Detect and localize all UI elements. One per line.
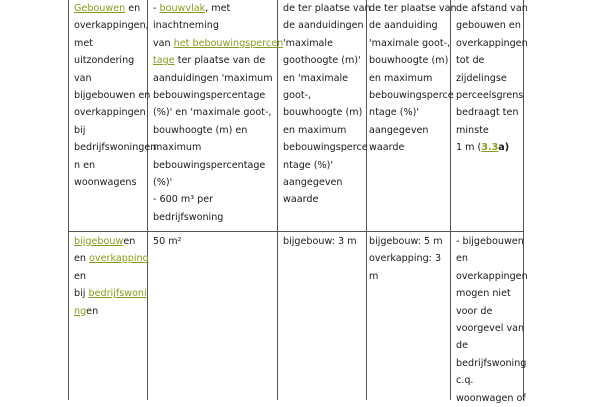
cell-line [456, 268, 528, 285]
cell-line [153, 174, 276, 191]
cell-text: c.q. [456, 375, 474, 387]
cell-line [369, 139, 449, 156]
table-border [450, 0, 451, 400]
table-cell [369, 233, 449, 285]
cell-text: van [153, 37, 174, 49]
cell-text: , met [205, 3, 231, 14]
cell-text: bedrijfswoning [456, 357, 527, 369]
cell-text: 'maximale [283, 37, 333, 49]
cell-line [74, 233, 146, 250]
cell-text: en [86, 305, 99, 317]
cell-line [153, 52, 276, 69]
cell-line [153, 209, 276, 226]
cell-line [283, 70, 365, 87]
cell-text: overkappingen [456, 270, 528, 282]
cell-line [153, 104, 276, 121]
cell-line [456, 337, 522, 354]
definition-link[interactable]: bouwvlak [159, 3, 206, 14]
cell-text: waarde [369, 142, 405, 154]
definition-link[interactable]: ng [74, 305, 87, 317]
cell-text: voor de [456, 305, 493, 317]
cell-line [74, 303, 146, 320]
cell-line [456, 355, 527, 372]
cell-text: 'maximale goot-, [369, 37, 451, 49]
cell-text: bouwhoogte (m) [283, 107, 363, 119]
cell-text: de ter plaatse van [369, 3, 457, 14]
cell-text: bedrijfswoningen [74, 142, 157, 154]
cell-text: de afstand van [456, 3, 528, 14]
cell-text: bouwhoogte (m) en [153, 124, 248, 136]
cell-text: bebouwingsperce [369, 90, 454, 102]
cell-text: overkappingen, [74, 20, 149, 32]
cell-text: en [125, 3, 141, 14]
cell-line [369, 17, 449, 34]
cell-line [283, 157, 365, 174]
cell-line [456, 52, 522, 69]
cell-line [456, 250, 522, 267]
cell-line [74, 268, 146, 285]
cell-text: mogen niet [456, 288, 511, 300]
cell-text: overkappingen [74, 107, 146, 119]
cell-line [456, 285, 522, 302]
cell-text: overkappingen [456, 37, 528, 49]
cell-text: en [123, 236, 136, 247]
cell-text: - 600 m³ per [153, 194, 214, 206]
cell-line [74, 0, 146, 17]
table-border [68, 0, 69, 400]
definition-link[interactable]: Gebouwen [74, 3, 126, 14]
cell-line [369, 233, 449, 250]
cell-text: overkapping: 3 [369, 253, 442, 265]
cell-text: bebouwingspercentage [153, 90, 266, 102]
cell-line [283, 104, 365, 121]
cell-line [74, 250, 149, 267]
cell-text: en [74, 270, 86, 282]
cell-text: en maximum [283, 124, 347, 136]
cell-text: goot-, [283, 90, 312, 102]
table-border [277, 0, 278, 400]
cell-line [456, 233, 522, 250]
cell-line [153, 122, 276, 139]
definition-link[interactable]: tage [153, 55, 175, 67]
cell-text: de aanduidingen [283, 20, 364, 32]
cell-text: aanduidingen 'maximum [153, 72, 273, 84]
cell-text: (%)' [153, 177, 173, 189]
cell-text: perceelsgrens [456, 90, 524, 102]
cell-text: de aanduiding [369, 20, 438, 32]
definition-link[interactable]: bedrijfswoni [88, 288, 147, 300]
cell-line [153, 139, 276, 156]
cell-text: aangegeven [283, 177, 343, 189]
cell-text: bijgebouwen en [74, 90, 151, 102]
cell-text: gebouwen en [456, 20, 521, 32]
table-cell [74, 233, 149, 320]
cell-text: bedrijfswoning [153, 211, 224, 223]
cell-text: bedraagt ten [456, 107, 519, 119]
cell-text: woonwagens [74, 177, 137, 189]
cell-line [456, 303, 522, 320]
cell-text: van [74, 72, 92, 84]
cell-text: waarde [283, 194, 319, 206]
table-border [68, 231, 523, 232]
cell-line [456, 320, 525, 337]
cell-line [74, 285, 146, 302]
cell-text: a) [498, 142, 510, 154]
cell-text: inachtneming [153, 20, 219, 32]
cell-line [369, 70, 449, 87]
cell-line [74, 52, 146, 69]
definition-link[interactable]: overkapping [89, 253, 149, 265]
cell-text: m [369, 270, 379, 282]
cell-line [369, 52, 449, 69]
cell-text: 1 m ( [456, 142, 482, 154]
cell-line [74, 70, 146, 87]
cell-line [369, 87, 454, 104]
cell-line [153, 0, 276, 17]
cell-text: 50 m² [153, 236, 182, 247]
cell-line [74, 139, 157, 156]
cell-text: uitzondering [74, 55, 135, 67]
cell-line [153, 17, 276, 34]
cell-text: minste [456, 124, 489, 136]
cell-line [74, 87, 151, 104]
cell-line [283, 0, 371, 17]
cell-text: ntage (%)' [369, 107, 420, 119]
cell-text: woonwagen of [456, 392, 526, 404]
cell-line [153, 191, 276, 208]
cell-line [283, 191, 365, 208]
cell-line [74, 17, 149, 34]
cell-text: bij [74, 124, 86, 136]
cell-line [74, 157, 146, 174]
cell-line [74, 174, 146, 191]
cell-line [283, 174, 365, 191]
table-cell [456, 233, 528, 407]
table-border [147, 0, 148, 400]
cell-text: - bijgebouwen [456, 236, 524, 247]
cell-text: de [456, 340, 468, 352]
cell-line [283, 122, 365, 139]
cell-line [153, 35, 284, 52]
cell-text: ntage (%)' [283, 159, 334, 171]
cell-text: ter plaatse van de [174, 55, 266, 67]
cell-text: goothoogte (m)' [283, 55, 361, 67]
cell-text: bebouwingspercentage [153, 159, 266, 171]
cell-line [369, 250, 449, 267]
cell-text: met [74, 37, 94, 49]
cell-line [369, 0, 457, 17]
cell-text: en 'maximale [283, 72, 349, 84]
definition-link[interactable]: bijgebouw [74, 236, 124, 247]
definition-link[interactable]: het bebouwingspercen [173, 37, 284, 49]
cell-line [456, 87, 522, 104]
table-border [366, 0, 367, 400]
cell-text: bijgebouw: 5 m [369, 236, 443, 247]
cell-line [283, 35, 365, 52]
table-cell [74, 0, 157, 191]
cell-text: tot de [456, 55, 485, 67]
cell-text: (%)' en 'maximale goot-, [153, 107, 272, 119]
cell-line [153, 233, 276, 250]
cell-text: en [456, 253, 468, 265]
cell-line [153, 87, 276, 104]
table-cell [153, 0, 284, 226]
cell-line [283, 17, 365, 34]
cell-text: - [153, 3, 160, 14]
cell-line [456, 390, 526, 407]
table-border [523, 0, 524, 400]
cell-line [456, 122, 522, 139]
cell-line [283, 233, 365, 250]
cell-text: zijdelingse [456, 72, 507, 84]
table-cell [153, 233, 276, 250]
table-cell [283, 0, 371, 209]
cell-text: en [74, 253, 90, 265]
cell-line [456, 70, 522, 87]
cell-text: voorgevel van [456, 323, 525, 335]
cell-text: bouwhoogte (m) [369, 55, 449, 67]
table-cell [283, 233, 365, 250]
cell-line [456, 372, 522, 389]
cell-line [74, 122, 146, 139]
cell-line [153, 157, 276, 174]
table-cell [456, 0, 528, 157]
cell-line [74, 104, 146, 121]
cell-text: bebouwingsperce [283, 142, 368, 154]
cell-line [369, 122, 449, 139]
cell-text: bij [74, 288, 89, 300]
table-cell [369, 0, 457, 157]
cell-line [283, 139, 368, 156]
cell-line [456, 139, 522, 156]
cell-text: de ter plaatse van [283, 3, 371, 14]
cell-text: maximum [153, 142, 202, 154]
cell-line [283, 87, 365, 104]
cell-line [456, 17, 522, 34]
cell-line [456, 104, 522, 121]
cell-line [153, 70, 276, 87]
cell-line [456, 35, 528, 52]
cell-line [456, 0, 528, 17]
cell-line [369, 104, 449, 121]
cell-line [369, 35, 449, 52]
cell-text: n en [74, 159, 96, 171]
cell-text: bijgebouw: 3 m [283, 236, 357, 247]
cell-line [283, 52, 365, 69]
article-reference-link[interactable]: 3.3 [481, 142, 499, 154]
cell-text: en maximum [369, 72, 433, 84]
cell-line [74, 35, 146, 52]
cell-text: aangegeven [369, 124, 429, 136]
cell-line [369, 268, 449, 285]
